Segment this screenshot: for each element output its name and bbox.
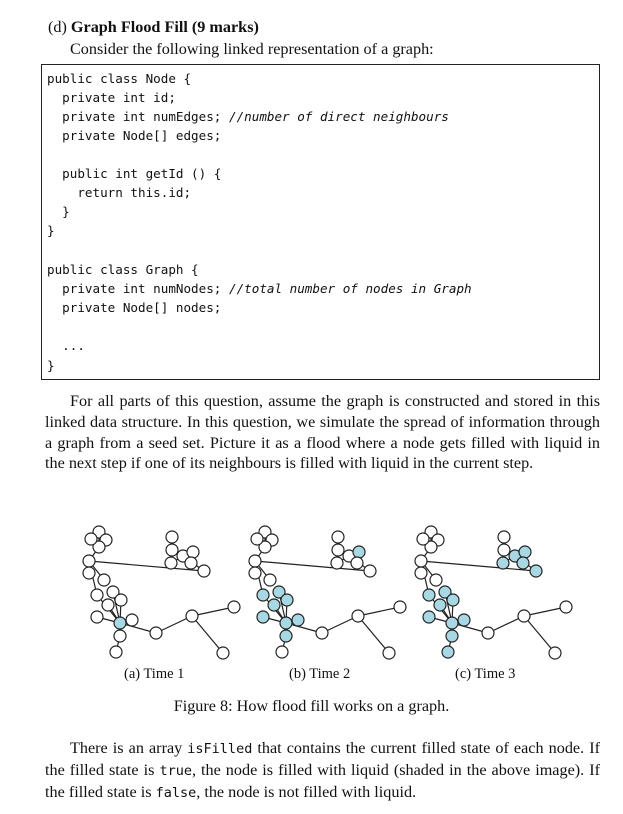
graph-node-filled [447,594,459,606]
code-text: public class Node { [47,71,192,86]
graph-node-empty [165,557,177,569]
graph-node-filled [257,611,269,623]
graph-panel [83,526,240,659]
question-title: Graph Flood Fill (9 marks) [70,18,259,36]
graph-node-empty [549,647,561,659]
graph-panel [415,526,572,659]
graph-node-empty [198,565,210,577]
graph-node-empty [126,614,138,626]
graph-node-empty [83,555,95,567]
graph-node-empty [249,555,261,567]
graph-node-empty [498,544,510,556]
code-line [47,298,221,317]
code-text: public int getId () { [47,166,222,181]
subfigure-label-c: (c) Time 3 [455,666,516,682]
graph-edge [358,616,389,653]
code-text: } [47,358,55,373]
graph-node-empty [394,601,406,613]
graph-node-empty [415,567,427,579]
question-intro: Consider the following linked representation of a graph: [70,40,434,58]
code-text: private Node[] nodes; [47,300,222,315]
graph-node-filled [268,599,280,611]
graph-node-empty [264,574,276,586]
code-text: public class Graph { [47,262,199,277]
graph-node-empty [114,630,126,642]
graph-node-empty [83,567,95,579]
code-line [47,88,176,107]
graph-node-empty [217,647,229,659]
graph-panel [249,526,406,659]
graph-node-filled [530,565,542,577]
code-false: false [155,784,197,801]
code-listing [41,64,600,380]
code-line [47,260,199,279]
graph-node-filled [257,589,269,601]
graph-node-filled [446,617,458,629]
graph-node-empty [498,531,510,543]
graph-node-empty [331,557,343,569]
graph-node-filled [519,546,531,558]
graph-node-empty [383,647,395,659]
code-line [47,107,449,126]
code-line [47,183,191,202]
graph-node-empty [518,610,530,622]
figure-caption: Figure 8: How flood fill works on a graph. [173,697,450,715]
code-text: private int id; [47,90,176,105]
graph-node-empty [332,544,344,556]
graph-node-filled [517,557,529,569]
code-text: ... [47,338,85,353]
graph-node-empty [166,531,178,543]
code-line [47,356,55,375]
graph-node-empty [332,531,344,543]
graph-node-empty [417,533,429,545]
code-isfilled: isFilled [187,741,253,757]
text-segment: , the node is filled with liquid (shaded in the above image). If the filled state is [45,760,600,801]
graph-node-filled [458,614,470,626]
paragraph-intro: For all parts of this question, assume the graph is constructed and stored in this linked data structure. In this question, we simulate the spread of information through a graph from a seed set. Picture it as a flood where a node gets filled with liquid in the next step if one of its neighbours is filled with liquid in the current step. [45,392,600,473]
flood-fill-figure [60,516,580,666]
code-text: private Node[] edges; [47,128,222,143]
graph-node-empty [482,627,494,639]
graph-node-filled [446,630,458,642]
text-segment: There is an array [70,739,188,757]
text-segment: that contains the current filled state of each node. If the filled state is [45,739,600,779]
graph-node-filled [434,599,446,611]
code-comment: //number of direct neighbours [228,109,449,124]
code-line [47,221,55,240]
graph-edge [524,616,555,653]
graph-node-filled [280,630,292,642]
code-line [47,69,191,88]
graph-node-filled [353,546,365,558]
question-part: (d) [48,18,67,36]
graph-node-empty [316,627,328,639]
text-segment: , the node is not filled with liquid. [196,782,417,801]
subfigure-label-a: (a) Time 1 [124,666,185,682]
code-text: } [47,223,55,238]
graph-node-empty [186,610,198,622]
graph-node-empty [249,567,261,579]
graph-node-filled [497,557,509,569]
code-text: private int numEdges; [47,109,229,124]
graph-node-empty [98,574,110,586]
code-text: } [47,204,70,219]
graph-node-empty [110,646,122,658]
graph-node-empty [85,533,97,545]
code-line [47,279,472,298]
graph-node-filled [442,646,454,658]
code-text: return this.id; [47,185,192,200]
code-true: true [159,762,192,779]
graph-node-empty [351,557,363,569]
graph-node-empty [185,557,197,569]
graph-node-empty [115,594,127,606]
graph-node-empty [560,601,572,613]
graph-node-empty [415,555,427,567]
graph-node-empty [276,646,288,658]
graph-node-empty [430,574,442,586]
graph-node-empty [251,533,263,545]
graph-node-empty [228,601,240,613]
code-line [47,202,70,221]
graph-node-empty [150,627,162,639]
graph-edge [192,616,223,653]
code-line [47,336,85,355]
graph-node-filled [281,594,293,606]
code-comment: //total number of nodes in Graph [228,281,472,296]
graph-node-filled [114,617,126,629]
graph-node-filled [292,614,304,626]
graph-node-filled [280,617,292,629]
graph-node-filled [423,611,435,623]
graph-node-empty [91,589,103,601]
code-text: private int numNodes; [47,281,229,296]
question-heading [48,18,259,37]
subfigure-label-b: (b) Time 2 [289,666,351,682]
graph-node-empty [91,611,103,623]
graph-node-filled [423,589,435,601]
graph-node-empty [102,599,114,611]
code-line [47,164,221,183]
graph-node-empty [187,546,199,558]
paragraph-isfilled [45,738,600,803]
code-line [47,126,221,145]
graph-node-empty [166,544,178,556]
graph-node-empty [352,610,364,622]
graph-node-empty [364,565,376,577]
